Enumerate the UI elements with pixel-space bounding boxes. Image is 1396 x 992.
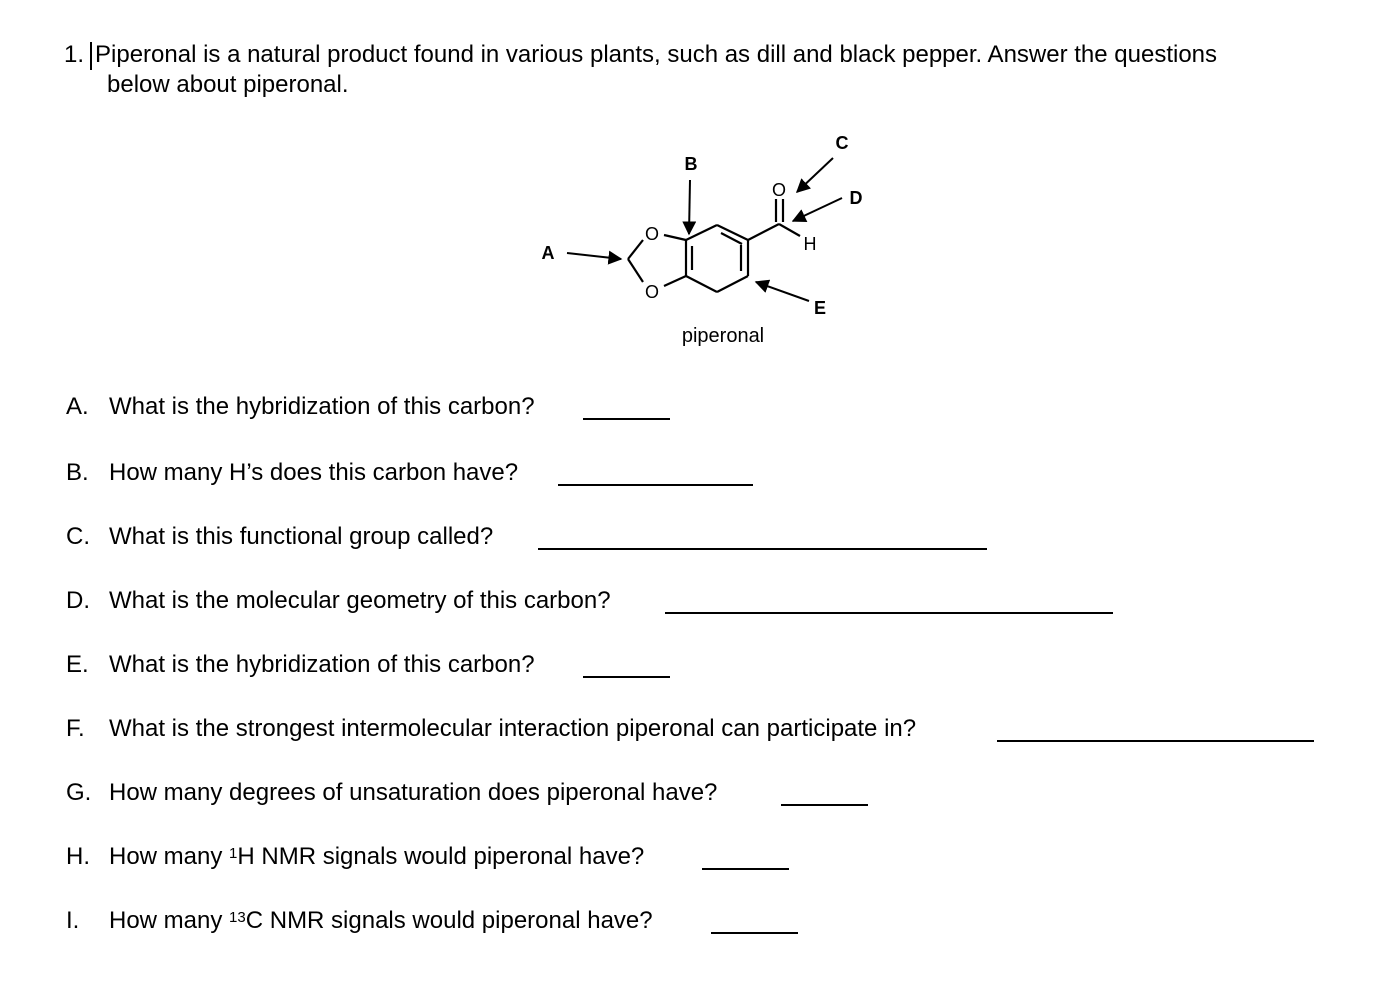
problem-number: 1. [64,41,85,68]
question-letter: F. [66,715,85,742]
callout-d: D [849,188,863,208]
question-text: What is the hybridization of this carbon? [109,393,535,420]
intro-line-2: below about piperonal. [107,71,349,98]
arrow-b [689,180,690,234]
intro-line-1: Piperonal is a natural product found in various plants, such as dill and black pepper. Answer the questions [95,41,1218,68]
callout-labels [542,133,863,318]
question-letter: C. [66,523,90,550]
question-letter: I. [66,907,80,934]
answer-blank-b[interactable] [558,484,753,486]
answer-blank-h[interactable] [702,868,789,870]
compound-name: piperonal [681,325,765,347]
arrow-e [756,282,809,301]
superscript: 13 [229,909,246,926]
answer-blank-f[interactable] [997,740,1314,742]
question-letter: D. [66,587,90,614]
callout-e: E [813,298,827,318]
question-text: What is the hybridization of this carbon? [109,651,535,678]
callout-c: C [835,133,849,153]
arrow-d [793,198,842,221]
question-text: How many $^1$H NMR signals would piperonal have? [109,843,645,870]
atom-o-top: O [644,224,660,244]
callout-a: A [541,243,555,263]
atom-h: H [803,234,817,254]
answer-blank-c[interactable] [538,548,987,550]
question-text: How many degrees of unsaturation does piperonal have? [109,779,718,806]
answer-blank-i[interactable] [711,932,798,934]
answer-blank-e[interactable] [583,676,670,678]
atom-o-carbonyl: O [771,180,787,200]
callout-b: B [684,154,698,174]
answer-blank-a[interactable] [583,418,670,420]
question-letter: H. [66,843,90,870]
superscript: 1 [229,845,238,862]
question-text: What is this functional group called? [109,523,494,550]
question-text: How many H’s does this carbon have? [109,459,519,486]
question-letter: A. [66,393,89,420]
question-letter: B. [66,459,89,486]
molecule-bonds [628,199,800,292]
question-text: What is the strongest intermolecular interaction piperonal can participate in? [109,715,917,742]
answer-blank-d[interactable] [665,612,1113,614]
piperonal-structure [0,0,1396,400]
arrow-a [567,253,621,259]
question-letter: G. [66,779,92,806]
arrow-c [797,158,833,192]
question-letter: E. [66,651,89,678]
question-text: What is the molecular geometry of this carbon? [109,587,611,614]
callout-arrows [567,158,842,301]
question-text: How many $^{13}$C NMR signals would piperonal have? [109,907,653,934]
atom-o-bottom: O [644,282,660,302]
answer-blank-g[interactable] [781,804,868,806]
